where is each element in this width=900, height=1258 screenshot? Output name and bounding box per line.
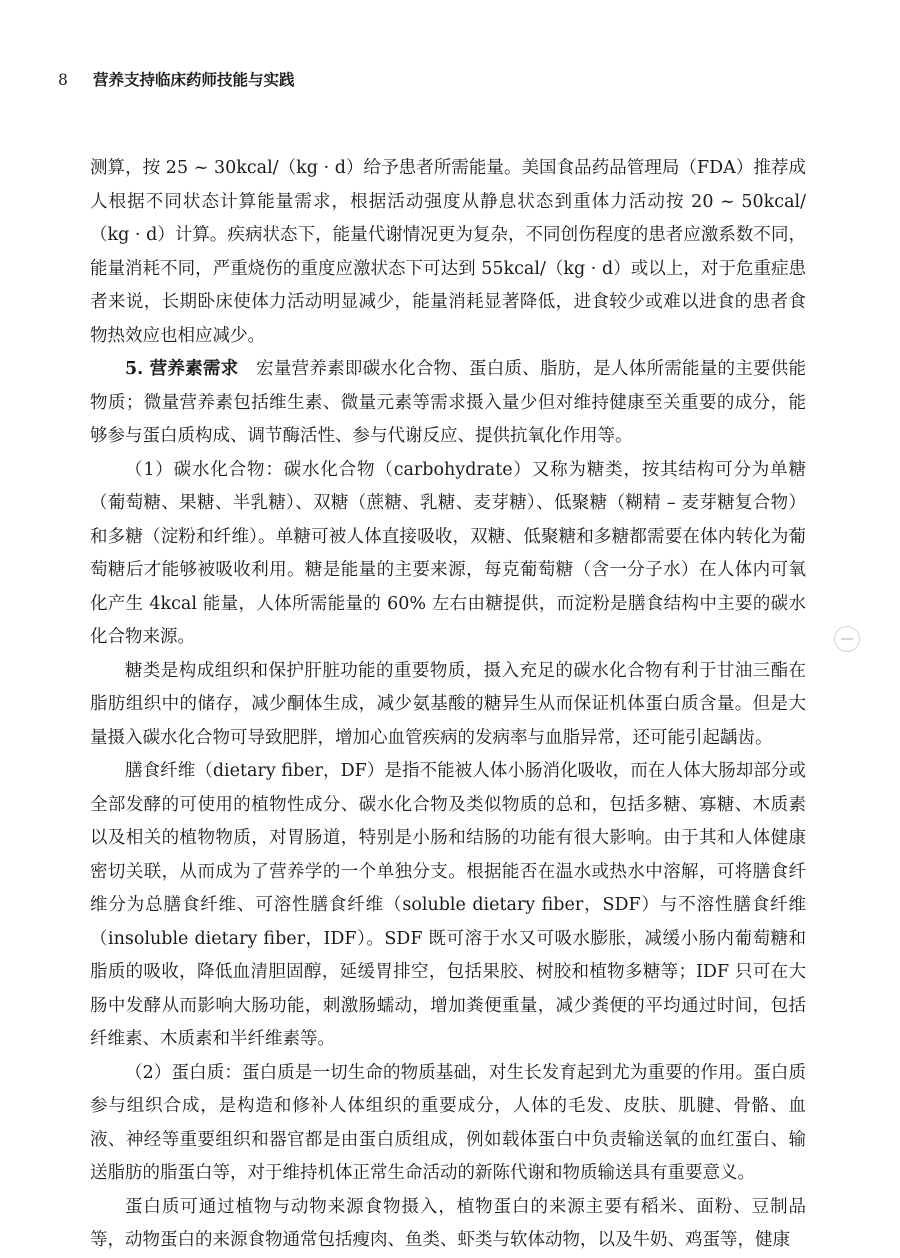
paragraph-nutrient-requirements-text: 宏量营养素即碳水化合物、蛋白质、脂肪，是人体所需能量的主要供能物质；微量营养素包括维生素、微量元素等需求摄入量少但对维持健康至关重要的成分，能够参与蛋白质构成、调节酶活性、参与代谢反应、提供抗氧化作用等。	[90, 359, 806, 446]
section-heading-nutrient-requirements: 5. 营养素需求	[125, 359, 239, 379]
paragraph-protein: （2）蛋白质：蛋白质是一切生命的物质基础，对生长发育起到尤为重要的作用。蛋白质参与组织合成，是构造和修补人体组织的重要成分，人体的毛发、皮肤、肌腱、骨骼、血液、神经等重要组织和器官都是由蛋白质组成，例如载体蛋白中负责输送氧的血红蛋白、输送脂肪的脂蛋白等，对于维持机体正常生命活动的新陈代谢和物质输送具有重要意义。	[90, 1062, 806, 1183]
page-body	[90, 152, 806, 1258]
paragraph-protein-sources: 蛋白质可通过植物与动物来源食物摄入，植物蛋白的来源主要有稻米、面粉、豆制品等，动物蛋白的来源食物通常包括瘦肉、鱼类、虾类与软体动物，以及牛奶、鸡蛋等，健康	[90, 1196, 806, 1250]
running-head	[58, 70, 294, 90]
paragraph-nutrient-requirements	[90, 353, 806, 454]
paragraph-carbohydrate: （1）碳水化合物：碳水化合物（carbohydrate）又称为糖类，按其结构可分为单糖（葡萄糖、果糖、半乳糖）、双糖（蔗糖、乳糖、麦芽糖）、低聚糖（糊精 – 麦芽糖复合物）和多糖（淀粉和纤维）。单糖可被人体直接吸收，双糖、低聚糖和多糖都需要在体内转化为葡萄糖后才能够被吸收利用。糖是能量的主要来源，每克葡萄糖（含一分子水）在人体内可氧化产生 4kcal 能量，人体所需能量的 60% 左右由糖提供，而淀粉是膳食结构中主要的碳水化合物来源。	[90, 459, 806, 647]
paragraph-dietary-fiber: 膳食纤维（dietary fiber，DF）是指不能被人体小肠消化吸收，而在人体大肠却部分或全部发酵的可使用的植物性成分、碳水化合物及类似物质的总和，包括多糖、寡糖、木质素以及相关的植物物质，对胃肠道，特别是小肠和结肠的功能有很大影响。由于其和人体健康密切关联，从而成为了营养学的一个单独分支。根据能否在温水或热水中溶解，可将膳食纤维分为总膳食纤维、可溶性膳食纤维（soluble dietary fiber，SDF）与不溶性膳食纤维（insoluble dietary fiber，IDF）。SDF 既可溶于水又可吸水膨胀，减缓小肠内葡萄糖和脂质的吸收，降低血清胆固醇，延缓胃排空，包括果胶、树胶和植物多糖等；IDF 只可在大肠中发酵从而影响大肠功能，刺激肠蠕动，增加粪便重量，减少粪便的平均通过时间，包括纤维素、木质素和半纤维素等。	[90, 761, 806, 1049]
page-number: 8	[58, 71, 68, 89]
paragraph-carbohydrate-function: 糖类是构成组织和保护肝脏功能的重要物质，摄入充足的碳水化合物有利于甘油三酯在脂肪组织中的储存，减少酮体生成，减少氨基酸的糖异生从而保证机体蛋白质含量。但是大量摄入碳水化合物可导致肥胖，增加心血管疾病的发病率与血脂异常，还可能引起龋齿。	[90, 660, 806, 748]
paragraph-energy-estimation: 测算，按 25 ~ 30kcal/（kg · d）给予患者所需能量。美国食品药品管理局（FDA）推荐成人根据不同状态计算能量需求，根据活动强度从静息状态到重体力活动按 20 ~ 50kcal/（kg · d）计算。疾病状态下，能量代谢情况更为复杂，不同创伤程度的患者应激系数不同，能量消耗不同，严重烧伤的重度应激状态下可达到 55kcal/（kg · d）或以上，对于危重症患者来说，长期卧床使体力活动明显减少，能量消耗显著降低，进食较少或难以进食的患者食物热效应也相应减少。	[90, 158, 806, 346]
page-edge-mark-icon	[834, 626, 860, 652]
book-title: 营养支持临床药师技能与实践	[92, 70, 295, 89]
